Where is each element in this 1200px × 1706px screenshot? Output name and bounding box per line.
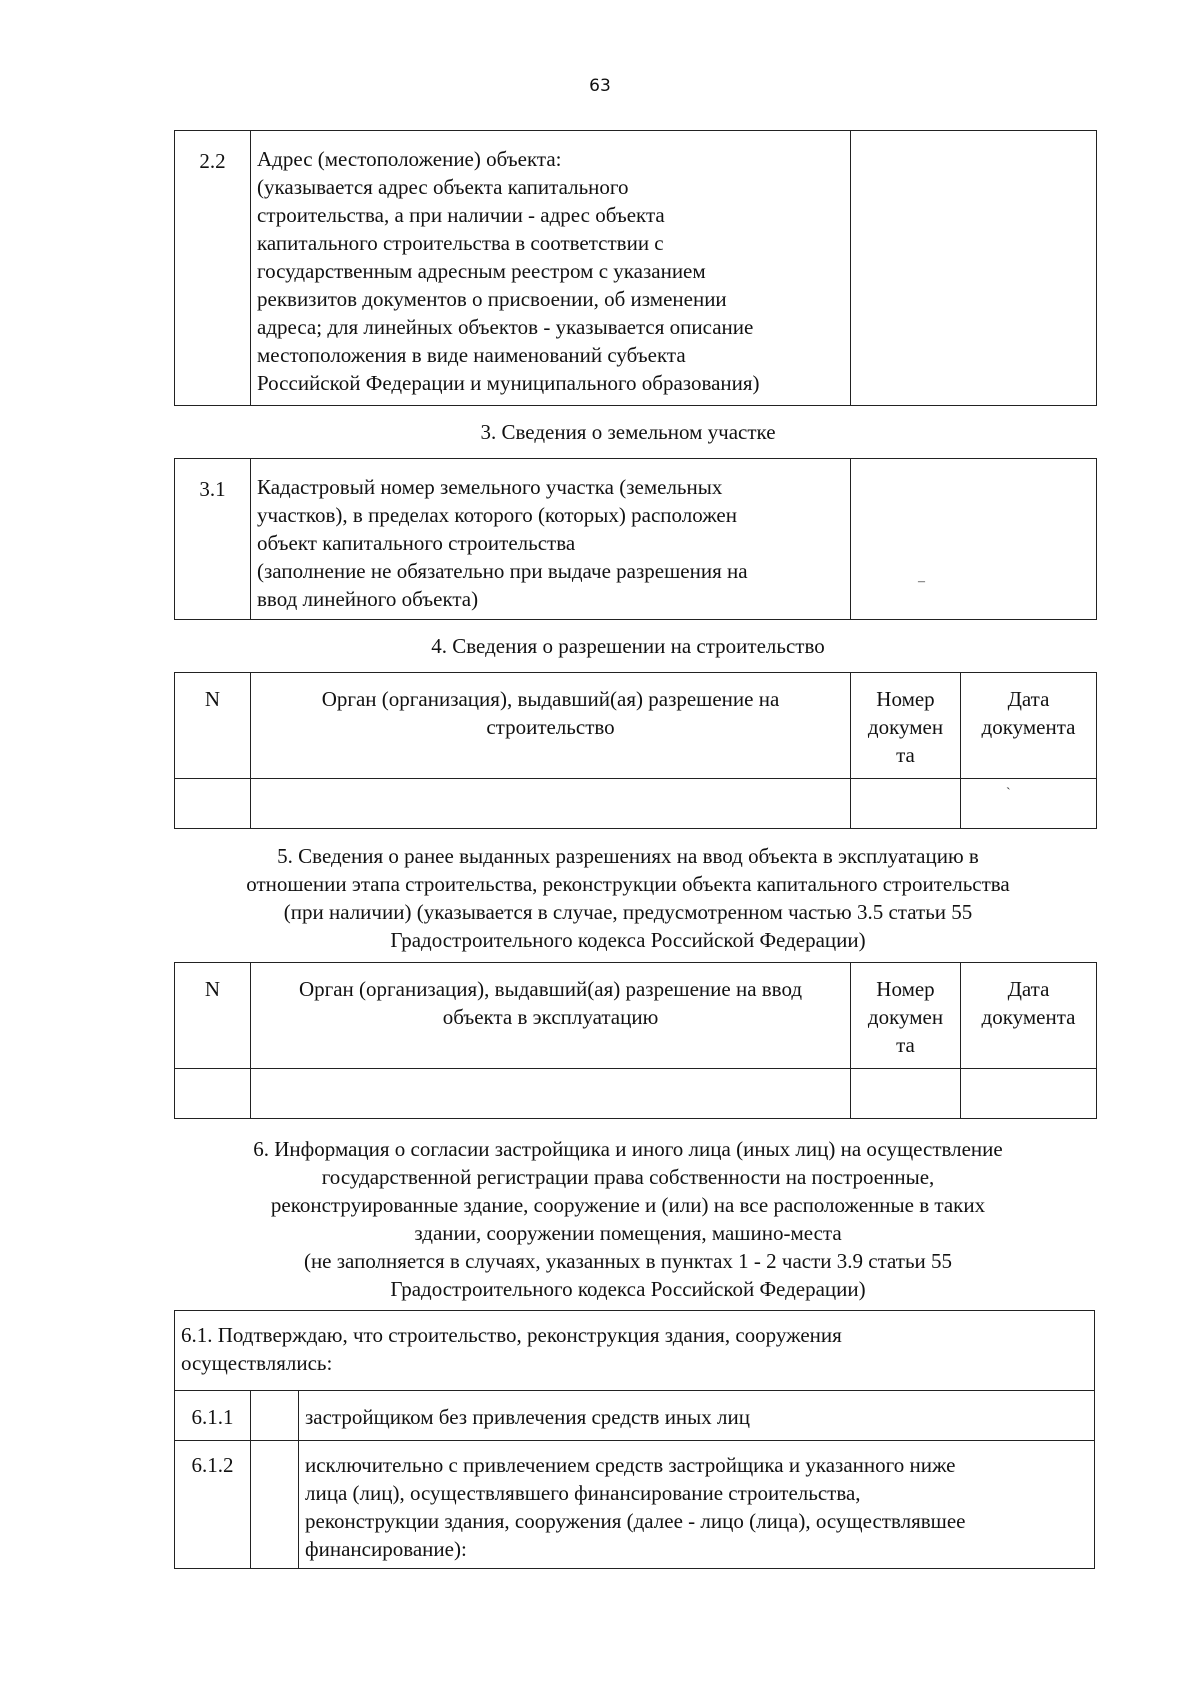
text-line: документа: [981, 715, 1076, 739]
text-line: отношении этапа строительства, реконструкции объекта капитального строительства: [246, 872, 1010, 896]
text-line: финансирование):: [305, 1537, 467, 1561]
text-line: реконструированные здание, сооружение и (или) на все расположенные в таких: [270, 1193, 986, 1217]
header-n: N: [175, 963, 251, 1069]
row-number: 2.2: [175, 131, 251, 406]
text-line: (указывается адрес объекта капитального: [257, 175, 629, 199]
text-line: 5. Сведения о ранее выданных разрешениях на ввод объекта в эксплуатацию в: [277, 844, 979, 868]
text-line: лица (лиц), осуществлявшего финансирование строительства,: [305, 1481, 861, 1505]
section-5-title: [160, 842, 1096, 954]
text-line: государственным адресным реестром с указанием: [257, 259, 706, 283]
header-doc-number: [851, 963, 961, 1069]
scan-mark: –: [918, 574, 925, 589]
row-number: 6.1.1: [175, 1391, 251, 1441]
consent-intro: [175, 1311, 1095, 1391]
text-line: реконструкции здания, сооружения (далее - лицо (лица), осуществлявшее: [305, 1509, 966, 1533]
consent-table: [174, 1310, 1095, 1569]
scan-mark: `: [1006, 786, 1011, 801]
page-number: 63: [589, 76, 611, 96]
text-line: Градостроительного кодекса Российской Федерации): [390, 928, 866, 952]
cadastral-description: [251, 459, 851, 620]
address-table: [174, 130, 1097, 406]
text-line: исключительно с привлечением средств застройщика и указанного ниже: [305, 1453, 956, 1477]
section-6-title: [160, 1135, 1096, 1303]
cell-doc-number[interactable]: [851, 1069, 961, 1119]
text-line: Адрес (местоположение) объекта:: [257, 147, 562, 171]
text-line: документа: [981, 1005, 1076, 1029]
cell-doc-date[interactable]: [961, 779, 1097, 829]
table-row: [175, 131, 1097, 406]
header-doc-date: [961, 673, 1097, 779]
text-line: Дата: [1007, 977, 1050, 1001]
table-header-row: [175, 673, 1097, 779]
table-row: [175, 779, 1097, 829]
text-line: ввод линейного объекта): [257, 587, 479, 611]
text-line: Российской Федерации и муниципального образования): [257, 371, 760, 395]
header-doc-number: [851, 673, 961, 779]
text-line: капитального строительства в соответствии с: [257, 231, 664, 255]
text-line: 6.1. Подтверждаю, что строительство, реконструкция здания, сооружения: [181, 1323, 842, 1347]
text-line: участков), в пределах которого (которых) расположен: [257, 503, 737, 527]
option-text: [299, 1441, 1095, 1569]
text-line: адреса; для линейных объектов - указывается описание: [257, 315, 754, 339]
cell-doc-date[interactable]: [961, 1069, 1097, 1119]
checkbox-cell-6-1-1[interactable]: [251, 1391, 299, 1441]
text-line: Кадастровый номер земельного участка (земельных: [257, 475, 723, 499]
address-value-cell[interactable]: [851, 131, 1097, 406]
text-line: Номер: [876, 977, 935, 1001]
header-organ: [251, 963, 851, 1069]
text-line: (не заполняется в случаях, указанных в пунктах 1 - 2 части 3.9 статьи 55: [303, 1249, 953, 1273]
text-line: (при наличии) (указывается в случае, предусмотренном частью 3.5 статьи 55: [283, 900, 973, 924]
permit-table: [174, 672, 1097, 829]
text-line: Дата: [1007, 687, 1050, 711]
text-line: Орган (организация), выдавший(ая) разрешение на ввод: [298, 977, 803, 1001]
cell-doc-number[interactable]: [851, 779, 961, 829]
text-line: здании, сооружении помещения, машино-места: [414, 1221, 842, 1245]
text-line: осуществлялись:: [181, 1351, 333, 1375]
option-text: застройщиком без привлечения средств иных лиц: [299, 1391, 1095, 1441]
text-line: Номер: [876, 687, 935, 711]
address-description: [251, 131, 851, 406]
text-line: строительство: [486, 715, 615, 739]
text-line: реквизитов документов о присвоении, об изменении: [257, 287, 727, 311]
table-row: [175, 1391, 1095, 1441]
table-row: [175, 1441, 1095, 1569]
land-plot-table: [174, 458, 1097, 620]
cell-n[interactable]: [175, 1069, 251, 1119]
table-row: [175, 1311, 1095, 1391]
cell-organ[interactable]: [251, 779, 851, 829]
section-3-title: 3. Сведения о земельном участке: [480, 420, 776, 444]
cell-organ[interactable]: [251, 1069, 851, 1119]
header-n: N: [175, 673, 251, 779]
header-doc-date: [961, 963, 1097, 1069]
text-line: государственной регистрации права собственности на построенные,: [321, 1165, 935, 1189]
table-header-row: [175, 963, 1097, 1069]
table-row: [175, 459, 1097, 620]
cell-n[interactable]: [175, 779, 251, 829]
text-line: местоположения в виде наименований субъекта: [257, 343, 686, 367]
text-line: докумен: [867, 1005, 944, 1029]
row-number: 6.1.2: [175, 1441, 251, 1569]
text-line: Орган (организация), выдавший(ая) разрешение на: [321, 687, 780, 711]
row-number: 3.1: [175, 459, 251, 620]
text-line: 6. Информация о согласии застройщика и иного лица (иных лиц) на осуществление: [253, 1137, 1003, 1161]
text-line: та: [896, 1033, 915, 1057]
text-line: Градостроительного кодекса Российской Федерации): [390, 1277, 866, 1301]
cadastral-value-cell[interactable]: [851, 459, 1097, 620]
text-line: та: [896, 743, 915, 767]
text-line: (заполнение не обязательно при выдаче разрешения на: [257, 559, 748, 583]
text-line: строительства, а при наличии - адрес объекта: [257, 203, 665, 227]
text-line: докумен: [867, 715, 944, 739]
header-organ: [251, 673, 851, 779]
text-line: объект капитального строительства: [257, 531, 576, 555]
section-4-title: 4. Сведения о разрешении на строительство: [431, 634, 825, 658]
table-row: [175, 1069, 1097, 1119]
checkbox-cell-6-1-2[interactable]: [251, 1441, 299, 1569]
previous-permits-table: [174, 962, 1097, 1119]
text-line: объекта в эксплуатацию: [442, 1005, 659, 1029]
